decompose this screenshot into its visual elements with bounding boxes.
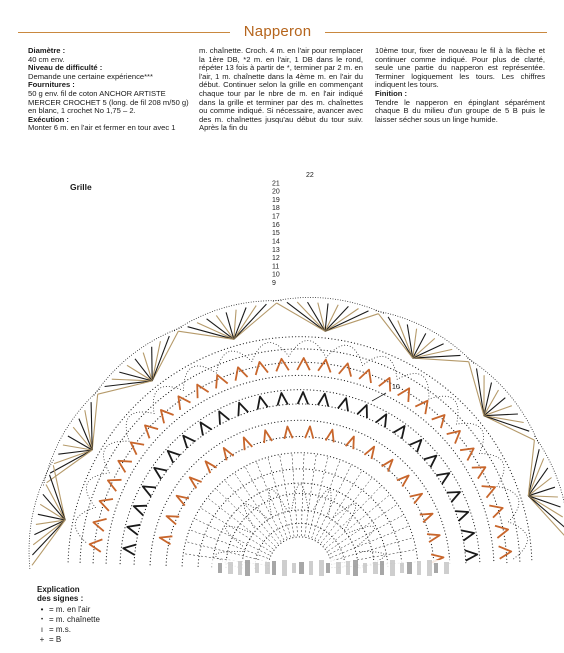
fan-scallop bbox=[173, 301, 281, 340]
execution-label: Exécution : bbox=[28, 114, 69, 124]
v-stitch bbox=[346, 437, 354, 450]
difficulte-label: Niveau de difficulté : bbox=[28, 63, 103, 73]
blur-bar bbox=[390, 560, 395, 576]
chart-scallops bbox=[29, 297, 564, 570]
stitch-column bbox=[328, 504, 398, 551]
v-stitch bbox=[432, 415, 445, 428]
round-numbers bbox=[272, 172, 400, 401]
blur-bar bbox=[309, 561, 313, 575]
v-stitch bbox=[318, 394, 328, 407]
blur-bar bbox=[299, 562, 304, 574]
stitch-column bbox=[330, 515, 404, 554]
diametre-label: Diamètre : bbox=[28, 46, 66, 55]
title-rule-right bbox=[325, 32, 547, 33]
blur-bar bbox=[417, 561, 421, 575]
round-number: 17 bbox=[272, 213, 280, 221]
v-stitch bbox=[465, 550, 478, 560]
v-stitch bbox=[415, 401, 427, 414]
blur-bar bbox=[218, 563, 222, 573]
title-rule-left bbox=[18, 32, 230, 33]
v-stitch bbox=[424, 456, 437, 468]
stitch-column bbox=[200, 508, 271, 553]
v-stitch bbox=[167, 516, 180, 524]
v-stitch bbox=[436, 473, 449, 484]
fan-stitch bbox=[528, 496, 564, 527]
chain-round-8 bbox=[166, 436, 434, 565]
fan-stitch bbox=[484, 416, 529, 432]
outer-chain-loop bbox=[509, 522, 528, 559]
fan-stitch bbox=[50, 450, 92, 473]
blur-bar bbox=[346, 561, 350, 575]
single-crochet-icon: ı bbox=[40, 625, 44, 634]
outer-chain-loop bbox=[363, 356, 398, 379]
round-number: 16 bbox=[272, 221, 280, 229]
blur-bar bbox=[265, 562, 270, 574]
fan-stitch bbox=[105, 381, 153, 387]
fan-scallop bbox=[528, 435, 564, 542]
blur-bar bbox=[282, 560, 287, 576]
v-stitch bbox=[127, 525, 140, 535]
diametre-value: 40 cm env. bbox=[28, 54, 65, 64]
chain-round-3 bbox=[242, 510, 358, 568]
chain-round-11 bbox=[120, 390, 480, 564]
fan-stitch bbox=[135, 359, 152, 381]
round-number: 13 bbox=[272, 246, 280, 254]
stitch-column bbox=[301, 452, 304, 536]
fan-stitch bbox=[413, 344, 444, 358]
fan-stitch bbox=[308, 302, 326, 331]
page-title: Napperon bbox=[243, 23, 312, 40]
chain-round-9 bbox=[150, 420, 450, 565]
blur-bar bbox=[400, 563, 404, 573]
round-number: 22 bbox=[306, 172, 314, 179]
v-stitch bbox=[397, 476, 409, 487]
v-stitch bbox=[216, 375, 228, 389]
round-number: 21 bbox=[272, 180, 280, 188]
v-stitch bbox=[244, 437, 253, 450]
v-stitch bbox=[447, 492, 460, 502]
fan-stitch bbox=[234, 303, 277, 339]
outer-chain-loop bbox=[216, 351, 252, 373]
v-stitch bbox=[461, 530, 474, 540]
blur-bar bbox=[292, 563, 296, 573]
fan-stitch bbox=[398, 321, 413, 359]
stitch-column bbox=[312, 459, 341, 538]
outer-chain-loop bbox=[252, 343, 289, 362]
fournitures-label: Fournitures : bbox=[28, 80, 75, 90]
fan-scallop bbox=[43, 389, 99, 486]
v-stitch bbox=[364, 447, 374, 459]
v-stitch bbox=[298, 392, 308, 404]
v-stitch bbox=[224, 448, 234, 460]
blur-bar bbox=[238, 561, 242, 575]
stitch-column bbox=[215, 488, 275, 546]
instructions-text-3: 10ème tour, fixer de nouveau le fil à la flèche et continuer comme indiqué. Pour plus de clarté, seule une partie du napperon est représentée. Terminer logiquement les tours. Les chiffres indiquent les tours. bbox=[375, 46, 545, 90]
round-number: 12 bbox=[272, 255, 280, 263]
execution-value: Monter 6 m. en l'air et fermer en tour avec 1 bbox=[28, 123, 176, 133]
v-stitch bbox=[123, 545, 136, 555]
v-stitch bbox=[190, 477, 202, 488]
v-stitch bbox=[297, 358, 310, 370]
v-stitch bbox=[278, 393, 288, 406]
legend-item-slip bbox=[37, 615, 100, 625]
v-stitch bbox=[264, 430, 272, 443]
blur-bar bbox=[228, 562, 233, 574]
stitch-column bbox=[194, 518, 270, 555]
v-stitch bbox=[382, 460, 393, 472]
legend-title-1: Explication bbox=[37, 585, 80, 594]
blur-bar bbox=[319, 560, 324, 576]
round-number: 10 bbox=[272, 271, 280, 279]
blur-bar bbox=[272, 561, 276, 575]
v-stitch bbox=[472, 467, 486, 478]
blur-bar bbox=[444, 562, 449, 574]
legend-text-chain: = m. en l'air bbox=[49, 605, 91, 614]
fan-stitch bbox=[152, 347, 153, 381]
v-stitch bbox=[100, 499, 113, 511]
v-stitch bbox=[178, 396, 190, 410]
stitch-column bbox=[234, 472, 281, 542]
blur-bar bbox=[326, 563, 330, 573]
v-stitch bbox=[393, 426, 404, 439]
stitch-column bbox=[326, 494, 390, 548]
blur-bar bbox=[380, 561, 384, 575]
legend-text-single: = m.s. bbox=[49, 625, 72, 634]
blur-bar bbox=[427, 560, 432, 576]
v-stitch bbox=[256, 362, 268, 375]
stitch-column bbox=[224, 480, 278, 544]
treble-icon: + bbox=[39, 635, 45, 644]
blur-bar bbox=[336, 562, 341, 574]
stitch-column bbox=[305, 453, 317, 536]
v-stitch bbox=[489, 506, 502, 518]
fournitures-value: 50 g env. fil de coton ANCHOR ARTISTE MERCER CROCHET 5 (long. de fil 208 m/50 g) en blanc, 1 crochet No 1,75 – 2. bbox=[28, 88, 189, 116]
v-stitch bbox=[145, 425, 158, 438]
fan-stitch bbox=[484, 416, 535, 440]
petal-loop bbox=[292, 484, 309, 510]
crochet-chart bbox=[0, 165, 564, 590]
blur-bar bbox=[245, 560, 250, 576]
v-stitch bbox=[177, 496, 189, 506]
fan-scallop bbox=[29, 460, 65, 570]
v-stitch bbox=[482, 486, 496, 498]
fan-stitch bbox=[152, 336, 169, 381]
title-bar bbox=[0, 25, 564, 39]
round-number: 14 bbox=[272, 238, 280, 246]
instructions-text-2: m. chaînette. Croch. 4 m. en l'air pour remplacer la 1ère DB, *2 m. en l'air, 1 DB dans le rond, répéter 13 fois à partir de *, terminer par 2 m. en l'air, 1 m. chaînette dans la 4ème m. en l'air du début. Continuer selon la grille en commençant chaque tour par le nbre de m. en l'air indiqué dans la grille et terminer par des m. chaînettes ou comme indiqué. Si nécessaire, avancer avec des m. chaînettes jusqu'au début du tour suiv. Après la fin du bbox=[199, 46, 363, 133]
legend-item-chain bbox=[37, 605, 91, 615]
start-arrow-icon bbox=[372, 393, 386, 401]
fan-stitch bbox=[226, 312, 234, 339]
fan-stitch bbox=[378, 314, 412, 358]
petal-loop bbox=[332, 504, 356, 530]
v-stitch bbox=[455, 511, 468, 521]
v-stitch bbox=[219, 411, 229, 424]
v-stitch bbox=[410, 494, 422, 504]
v-stitch bbox=[93, 519, 106, 531]
fan-scallop bbox=[374, 311, 473, 364]
difficulte-value: Demande une certaine expérience*** bbox=[28, 71, 153, 81]
fan-stitch bbox=[325, 311, 368, 331]
stitch-column bbox=[189, 530, 268, 559]
stitch-column bbox=[308, 456, 328, 538]
v-stitch bbox=[318, 360, 331, 373]
chain-round-7 bbox=[182, 453, 418, 566]
v-stitch bbox=[118, 461, 132, 473]
fan-stitch bbox=[46, 485, 65, 521]
fan-stitch bbox=[98, 381, 153, 394]
v-stitch bbox=[338, 398, 348, 411]
legend-item-single bbox=[37, 625, 83, 635]
chain-stitch-icon: • bbox=[40, 605, 44, 614]
round-number: 9 bbox=[272, 280, 276, 287]
v-stitch bbox=[154, 468, 167, 479]
fan-stitch bbox=[32, 520, 65, 555]
round-number: 20 bbox=[272, 188, 280, 196]
blur-bar bbox=[255, 563, 259, 573]
fan-stitch bbox=[234, 304, 267, 339]
v-stitch bbox=[206, 461, 217, 473]
arrow-round-number: 10 bbox=[392, 384, 400, 391]
v-stitch bbox=[161, 410, 174, 423]
outer-chain-loop bbox=[326, 345, 363, 365]
legend bbox=[37, 585, 100, 645]
v-stitch bbox=[131, 442, 144, 454]
grille-label: Grille bbox=[70, 182, 92, 192]
fan-scallop bbox=[93, 327, 181, 396]
round-number: 19 bbox=[272, 196, 280, 204]
outer-chain-loop bbox=[86, 473, 109, 508]
chain-round-5 bbox=[212, 483, 388, 567]
blur-bar bbox=[434, 563, 438, 573]
v-stitch bbox=[339, 363, 351, 376]
v-stitch bbox=[499, 546, 512, 559]
fan-stitch bbox=[92, 394, 98, 450]
fan-stitch bbox=[277, 303, 326, 331]
petal-loop bbox=[313, 489, 332, 517]
v-stitch bbox=[495, 526, 508, 538]
finition-label: Finition : bbox=[375, 88, 408, 98]
fan-stitch bbox=[528, 487, 555, 496]
fan-scallop bbox=[466, 357, 538, 443]
v-stitch bbox=[420, 514, 433, 523]
legend-item-treble bbox=[37, 635, 83, 645]
blur-bar bbox=[407, 562, 412, 574]
blur-bar bbox=[353, 560, 358, 576]
v-stitch bbox=[359, 370, 371, 383]
fan-stitch bbox=[152, 341, 160, 381]
chain-round-10 bbox=[134, 404, 466, 564]
legend-text-treble: = B bbox=[49, 635, 62, 644]
petal-loop bbox=[347, 526, 374, 547]
v-stitch bbox=[238, 403, 248, 416]
v-stitch bbox=[134, 506, 147, 516]
instructions-column-1 bbox=[28, 47, 190, 133]
blur-bar bbox=[373, 562, 378, 574]
outer-chain-loop bbox=[397, 374, 429, 400]
outer-chain-loop bbox=[104, 441, 130, 473]
v-stitch bbox=[108, 480, 122, 491]
stitch-column bbox=[245, 466, 284, 540]
outer-chain-loop bbox=[75, 507, 95, 544]
v-stitch bbox=[284, 427, 292, 439]
stitch-column bbox=[315, 464, 352, 540]
blur-bar bbox=[363, 563, 367, 573]
v-stitch bbox=[447, 431, 460, 444]
instructions-column-3 bbox=[375, 47, 545, 124]
legend-title-2: des signes : bbox=[37, 594, 84, 603]
v-stitch bbox=[90, 539, 103, 552]
legend-text-slip: = m. chaînette bbox=[49, 615, 100, 624]
fan-stitch bbox=[413, 358, 469, 362]
round-number: 18 bbox=[272, 205, 280, 213]
slip-stitch-icon: • bbox=[40, 617, 44, 623]
fan-stitch bbox=[73, 427, 92, 450]
finition-value: Tendre le napperon en épinglant séparément chaque B du milieu d'un groupe de 5 B puis le laisser sécher sous un linge humide. bbox=[375, 97, 545, 124]
v-stitch bbox=[357, 405, 367, 418]
v-stitch bbox=[183, 436, 195, 449]
v-stitch bbox=[276, 359, 289, 372]
round-number: 11 bbox=[272, 263, 280, 271]
instructions-column-2 bbox=[199, 47, 363, 133]
fan-stitch bbox=[484, 390, 499, 416]
v-stitch bbox=[160, 536, 173, 544]
round-number: 15 bbox=[272, 230, 280, 238]
fan-stitch bbox=[32, 520, 65, 565]
fan-scallop bbox=[272, 297, 384, 331]
fan-stitch bbox=[79, 419, 92, 450]
